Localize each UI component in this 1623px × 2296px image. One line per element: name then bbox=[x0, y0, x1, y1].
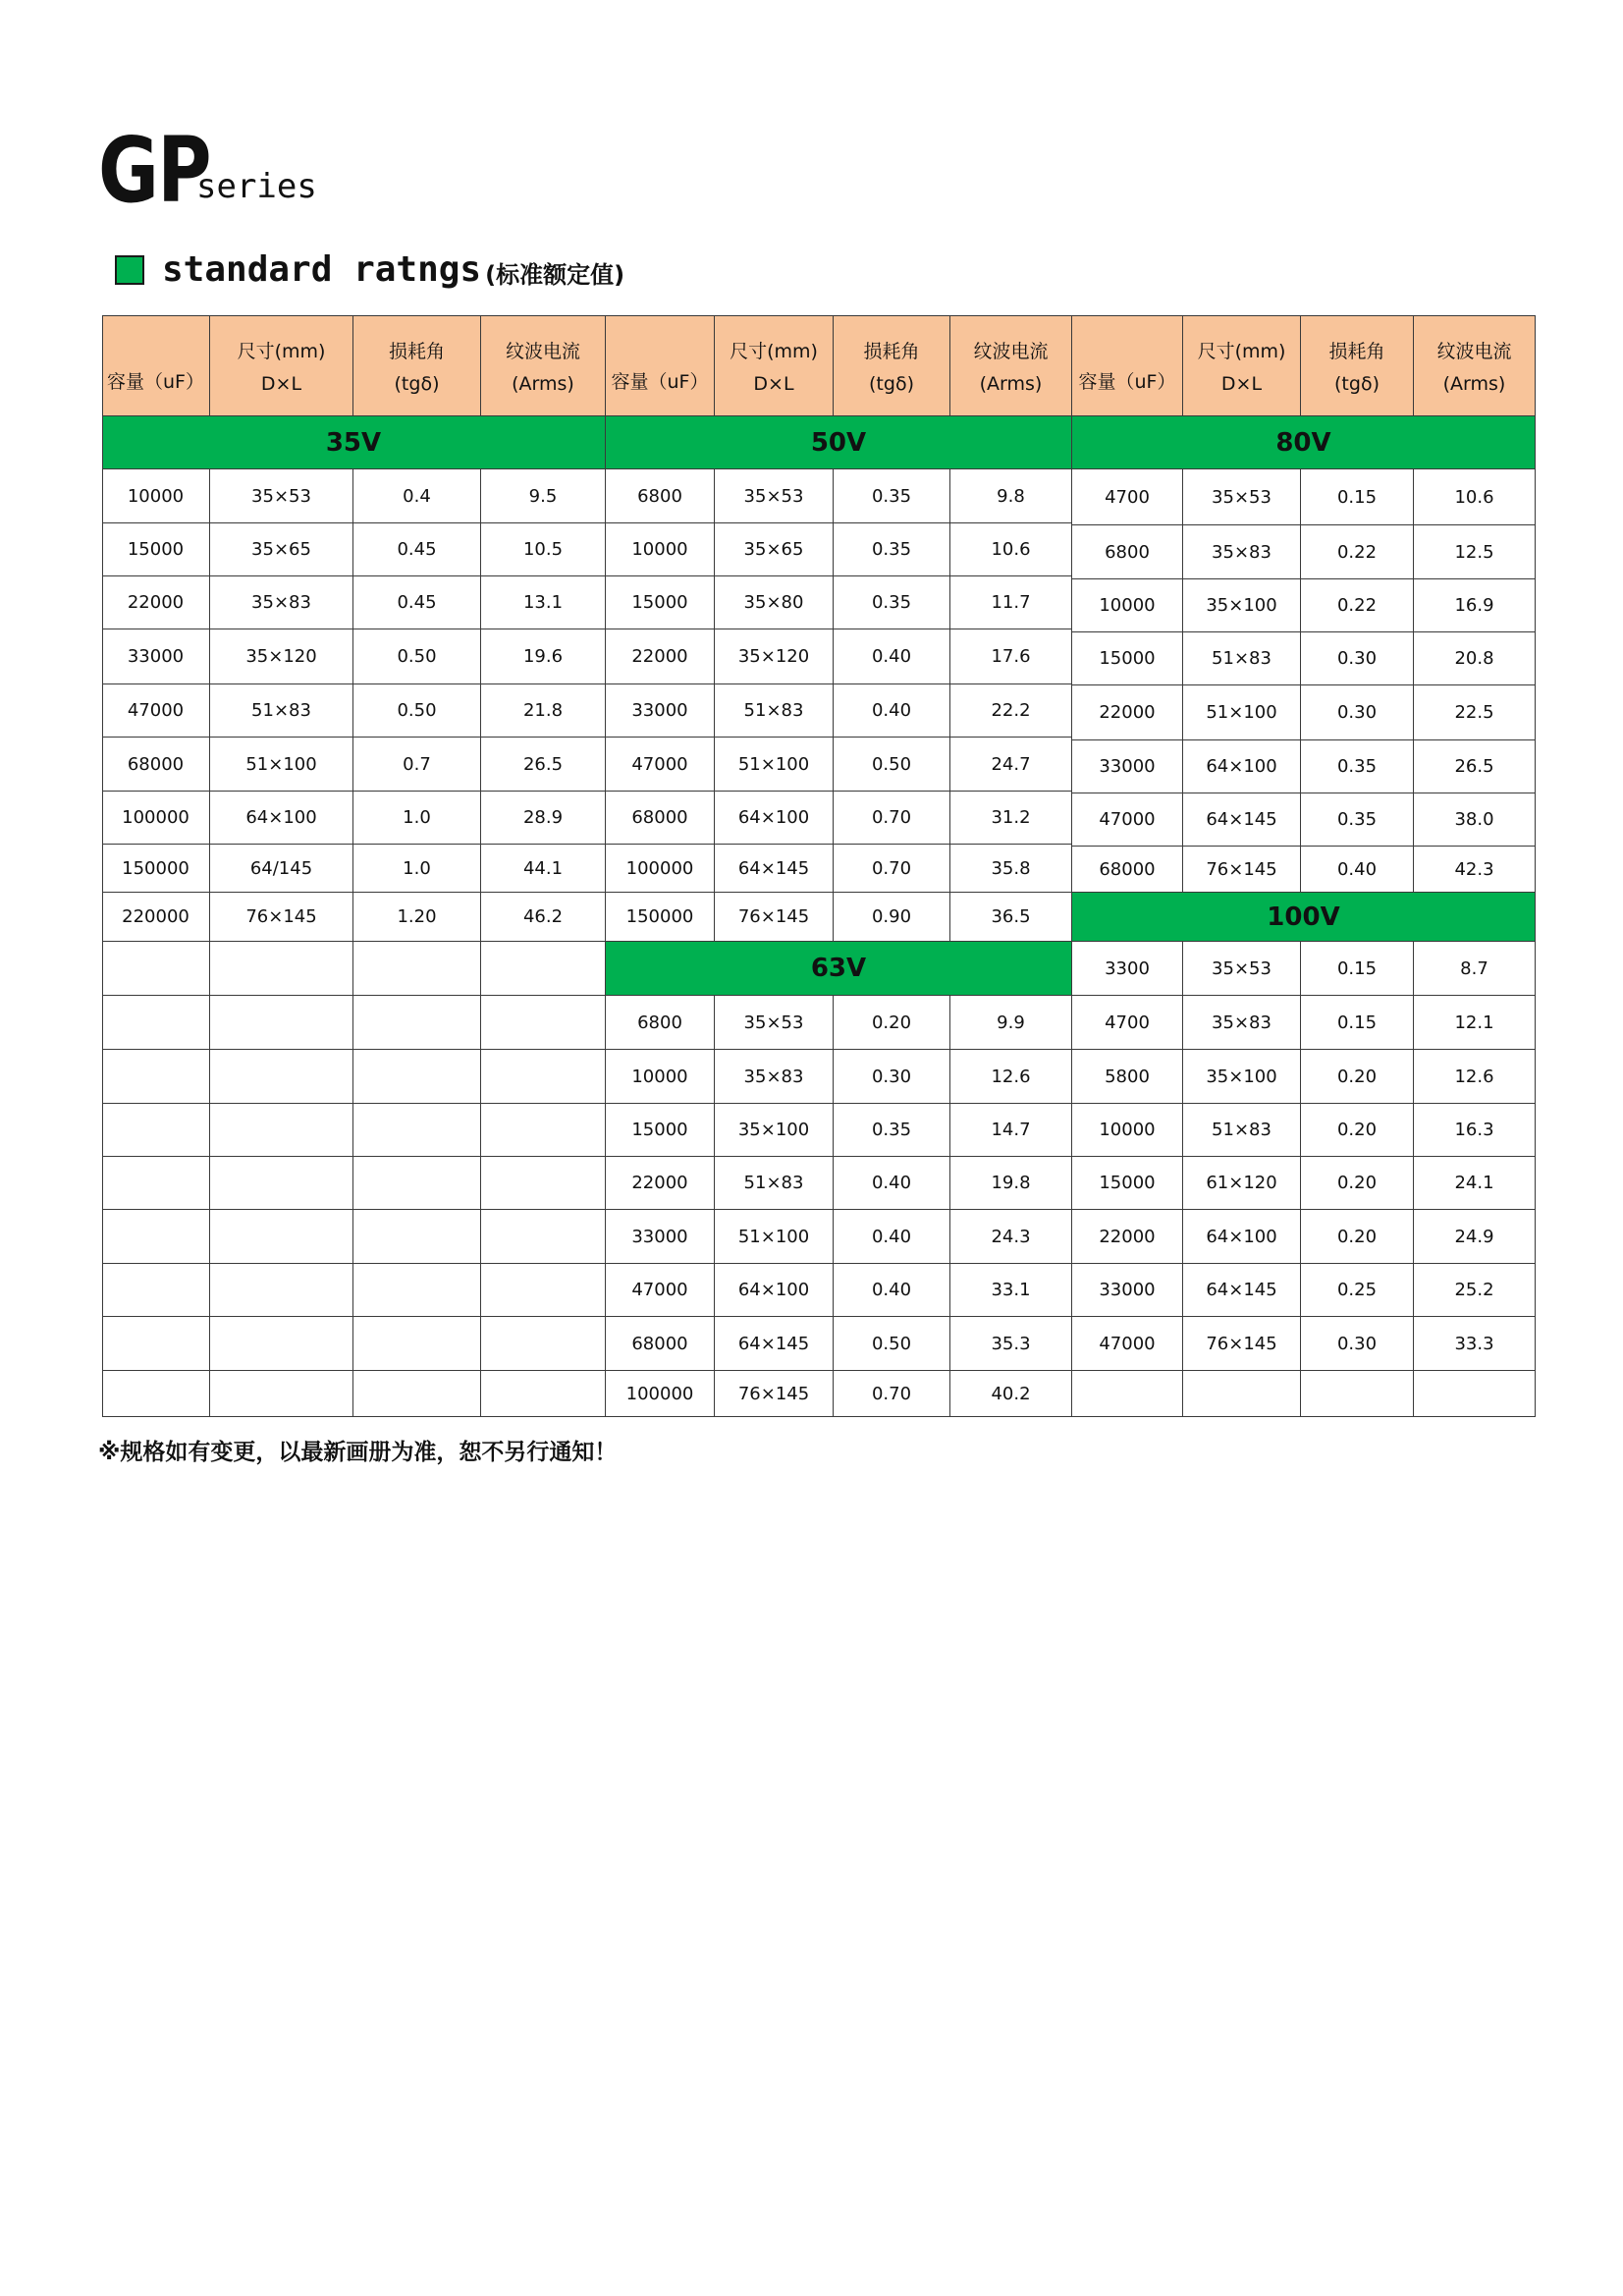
empty-cell bbox=[353, 996, 481, 1050]
empty-cell bbox=[1414, 1371, 1536, 1417]
table-cell: 10.6 bbox=[950, 523, 1072, 576]
table-cell: 64/145 bbox=[210, 845, 353, 893]
header-size-line1: 尺寸(mm) bbox=[1197, 340, 1286, 362]
series-name: GP bbox=[98, 118, 210, 223]
header-loss-line2: (tgδ) bbox=[394, 372, 440, 395]
table-cell: 0.35 bbox=[1301, 740, 1414, 793]
table-cell: 16.3 bbox=[1414, 1104, 1536, 1157]
table-cell: 47000 bbox=[606, 1264, 715, 1317]
table-cell: 6800 bbox=[606, 996, 715, 1050]
table-cell: 0.30 bbox=[1301, 1317, 1414, 1371]
table-cell: 9.5 bbox=[481, 469, 606, 523]
empty-cell bbox=[102, 996, 210, 1050]
empty-cell bbox=[210, 942, 353, 996]
table-cell: 64×100 bbox=[715, 792, 834, 845]
header-loss-line1: 损耗角 bbox=[1328, 340, 1385, 362]
table-cell: 64×100 bbox=[1183, 740, 1301, 793]
voltage-band-35V: 35V bbox=[102, 416, 606, 469]
empty-cell bbox=[1072, 1371, 1183, 1417]
empty-cell bbox=[102, 1317, 210, 1371]
table-cell: 40.2 bbox=[950, 1371, 1072, 1417]
empty-cell bbox=[481, 1157, 606, 1210]
table-cell: 13.1 bbox=[481, 576, 606, 629]
header-ripple-line2: (Arms) bbox=[1442, 372, 1506, 395]
table-cell: 12.6 bbox=[1414, 1050, 1536, 1104]
table-cell: 68000 bbox=[606, 1317, 715, 1371]
table-cell: 33000 bbox=[606, 684, 715, 738]
empty-cell bbox=[1183, 1371, 1301, 1417]
table-cell: 0.45 bbox=[353, 576, 481, 629]
series-suffix: series bbox=[196, 167, 317, 206]
table-cell: 4700 bbox=[1072, 469, 1183, 525]
table-cell: 0.90 bbox=[834, 893, 950, 942]
table-cell: 5800 bbox=[1072, 1050, 1183, 1104]
table-cell: 35×53 bbox=[1183, 942, 1301, 996]
voltage-band-80V: 80V bbox=[1072, 416, 1536, 469]
empty-cell bbox=[481, 1210, 606, 1264]
table-cell: 220000 bbox=[102, 893, 210, 942]
table-cell: 47000 bbox=[1072, 1317, 1183, 1371]
table-cell: 0.15 bbox=[1301, 996, 1414, 1050]
table-cell: 35×83 bbox=[715, 1050, 834, 1104]
table-cell: 0.40 bbox=[834, 1210, 950, 1264]
table-cell: 0.40 bbox=[834, 684, 950, 738]
table-cell: 35.3 bbox=[950, 1317, 1072, 1371]
table-cell: 0.22 bbox=[1301, 579, 1414, 632]
table-cell: 0.30 bbox=[834, 1050, 950, 1104]
table-cell: 14.7 bbox=[950, 1104, 1072, 1157]
table-cell: 0.50 bbox=[353, 629, 481, 684]
table-cell: 51×83 bbox=[210, 684, 353, 738]
table-cell: 51×83 bbox=[1183, 632, 1301, 685]
table-cell: 19.8 bbox=[950, 1157, 1072, 1210]
empty-cell bbox=[481, 1050, 606, 1104]
table-cell: 51×100 bbox=[1183, 685, 1301, 740]
table-cell: 10000 bbox=[102, 469, 210, 523]
table-cell: 26.5 bbox=[481, 738, 606, 792]
table-cell: 0.50 bbox=[353, 684, 481, 738]
table-cell: 25.2 bbox=[1414, 1264, 1536, 1317]
empty-cell bbox=[481, 1371, 606, 1417]
table-cell: 3300 bbox=[1072, 942, 1183, 996]
table-cell: 15000 bbox=[606, 1104, 715, 1157]
table-cell: 38.0 bbox=[1414, 793, 1536, 847]
table-cell: 15000 bbox=[1072, 1157, 1183, 1210]
table-cell: 35×120 bbox=[715, 629, 834, 684]
empty-cell bbox=[210, 1157, 353, 1210]
empty-cell bbox=[353, 1104, 481, 1157]
table-cell: 150000 bbox=[102, 845, 210, 893]
header-loss bbox=[353, 315, 481, 416]
header-ripple-line1: 纹波电流 bbox=[1436, 340, 1512, 362]
table-cell: 22.5 bbox=[1414, 685, 1536, 740]
table-cell: 0.20 bbox=[1301, 1210, 1414, 1264]
empty-cell bbox=[210, 1210, 353, 1264]
table-cell: 0.35 bbox=[834, 469, 950, 523]
table-cell: 64×145 bbox=[1183, 1264, 1301, 1317]
table-cell: 22000 bbox=[606, 629, 715, 684]
table-cell: 47000 bbox=[102, 684, 210, 738]
table-cell: 64×145 bbox=[715, 1317, 834, 1371]
table-cell: 31.2 bbox=[950, 792, 1072, 845]
empty-cell bbox=[353, 1317, 481, 1371]
empty-cell bbox=[102, 1104, 210, 1157]
table-cell: 150000 bbox=[606, 893, 715, 942]
table-cell: 47000 bbox=[606, 738, 715, 792]
table-cell: 24.1 bbox=[1414, 1157, 1536, 1210]
table-cell: 35×53 bbox=[715, 469, 834, 523]
table-cell: 33.1 bbox=[950, 1264, 1072, 1317]
header-capacity-line1: 容量（uF） bbox=[107, 370, 204, 393]
header-ripple bbox=[481, 315, 606, 416]
table-cell: 35×120 bbox=[210, 629, 353, 684]
table-cell: 22000 bbox=[1072, 685, 1183, 740]
table-cell: 0.40 bbox=[1301, 847, 1414, 893]
table-cell: 22000 bbox=[1072, 1210, 1183, 1264]
table-cell: 4700 bbox=[1072, 996, 1183, 1050]
empty-cell bbox=[353, 1210, 481, 1264]
table-cell: 42.3 bbox=[1414, 847, 1536, 893]
table-cell: 35×100 bbox=[1183, 1050, 1301, 1104]
table-cell: 0.15 bbox=[1301, 469, 1414, 525]
table-cell: 47000 bbox=[1072, 793, 1183, 847]
table-cell: 35×53 bbox=[715, 996, 834, 1050]
voltage-band-50V: 50V bbox=[606, 416, 1072, 469]
empty-cell bbox=[481, 996, 606, 1050]
table-cell: 0.20 bbox=[1301, 1104, 1414, 1157]
table-cell: 68000 bbox=[1072, 847, 1183, 893]
voltage-band-63V: 63V bbox=[606, 942, 1072, 996]
empty-cell bbox=[102, 1371, 210, 1417]
header-size-line1: 尺寸(mm) bbox=[237, 340, 326, 362]
table-cell: 22000 bbox=[606, 1157, 715, 1210]
empty-cell bbox=[353, 1264, 481, 1317]
table-cell: 33.3 bbox=[1414, 1317, 1536, 1371]
table-cell: 28.9 bbox=[481, 792, 606, 845]
table-cell: 35×100 bbox=[1183, 579, 1301, 632]
table-cell: 10.6 bbox=[1414, 469, 1536, 525]
header-size bbox=[210, 315, 353, 416]
empty-cell bbox=[102, 1050, 210, 1104]
header-capacity bbox=[606, 315, 715, 416]
table-cell: 0.30 bbox=[1301, 632, 1414, 685]
table-cell: 8.7 bbox=[1414, 942, 1536, 996]
empty-cell bbox=[353, 1371, 481, 1417]
table-cell: 0.30 bbox=[1301, 685, 1414, 740]
table-cell: 0.22 bbox=[1301, 525, 1414, 579]
empty-cell bbox=[102, 1210, 210, 1264]
empty-cell bbox=[210, 1317, 353, 1371]
table-cell: 51×83 bbox=[1183, 1104, 1301, 1157]
table-cell: 24.9 bbox=[1414, 1210, 1536, 1264]
empty-cell bbox=[481, 942, 606, 996]
table-cell: 10000 bbox=[606, 1050, 715, 1104]
empty-cell bbox=[210, 1371, 353, 1417]
table-cell: 26.5 bbox=[1414, 740, 1536, 793]
green-square-icon bbox=[115, 255, 144, 285]
table-cell: 10000 bbox=[606, 523, 715, 576]
table-cell: 0.70 bbox=[834, 1371, 950, 1417]
table-cell: 64×100 bbox=[715, 1264, 834, 1317]
table-cell: 24.3 bbox=[950, 1210, 1072, 1264]
table-cell: 11.7 bbox=[950, 576, 1072, 629]
header-loss bbox=[834, 315, 950, 416]
table-cell: 51×100 bbox=[715, 1210, 834, 1264]
ratings-table bbox=[102, 315, 1536, 1417]
section-heading-en: standard ratngs bbox=[162, 249, 482, 290]
table-cell: 64×145 bbox=[1183, 793, 1301, 847]
header-capacity-line1: 容量（uF） bbox=[611, 370, 709, 393]
header-size bbox=[715, 315, 834, 416]
header-ripple-line2: (Arms) bbox=[512, 372, 574, 395]
table-cell: 51×83 bbox=[715, 1157, 834, 1210]
table-cell: 9.9 bbox=[950, 996, 1072, 1050]
table-cell: 35×100 bbox=[715, 1104, 834, 1157]
table-cell: 16.9 bbox=[1414, 579, 1536, 632]
table-cell: 33000 bbox=[102, 629, 210, 684]
header-capacity bbox=[1072, 315, 1183, 416]
table-cell: 0.20 bbox=[1301, 1157, 1414, 1210]
table-cell: 6800 bbox=[606, 469, 715, 523]
table-cell: 76×145 bbox=[1183, 847, 1301, 893]
empty-cell bbox=[481, 1104, 606, 1157]
table-cell: 10000 bbox=[1072, 579, 1183, 632]
table-cell: 0.70 bbox=[834, 792, 950, 845]
table-cell: 35.8 bbox=[950, 845, 1072, 893]
table-cell: 46.2 bbox=[481, 893, 606, 942]
table-cell: 0.15 bbox=[1301, 942, 1414, 996]
header-ripple bbox=[1414, 315, 1536, 416]
table-cell: 0.40 bbox=[834, 1157, 950, 1210]
table-cell: 35×83 bbox=[1183, 525, 1301, 579]
table-cell: 22.2 bbox=[950, 684, 1072, 738]
header-ripple bbox=[950, 315, 1072, 416]
table-cell: 0.25 bbox=[1301, 1264, 1414, 1317]
header-size-line2: D×L bbox=[260, 372, 302, 395]
table-cell: 0.35 bbox=[834, 1104, 950, 1157]
table-cell: 51×100 bbox=[715, 738, 834, 792]
empty-cell bbox=[481, 1264, 606, 1317]
table-cell: 76×145 bbox=[1183, 1317, 1301, 1371]
header-loss-line1: 损耗角 bbox=[388, 340, 445, 362]
table-cell: 15000 bbox=[606, 576, 715, 629]
table-cell: 35×53 bbox=[210, 469, 353, 523]
empty-cell bbox=[210, 996, 353, 1050]
empty-cell bbox=[102, 1157, 210, 1210]
table-cell: 0.4 bbox=[353, 469, 481, 523]
table-cell: 76×145 bbox=[715, 1371, 834, 1417]
table-cell: 0.35 bbox=[834, 523, 950, 576]
table-cell: 100000 bbox=[102, 792, 210, 845]
table-cell: 0.35 bbox=[834, 576, 950, 629]
table-cell: 64×100 bbox=[1183, 1210, 1301, 1264]
table-cell: 35×83 bbox=[210, 576, 353, 629]
table-cell: 9.8 bbox=[950, 469, 1072, 523]
table-cell: 15000 bbox=[102, 523, 210, 576]
table-cell: 12.1 bbox=[1414, 996, 1536, 1050]
table-cell: 22000 bbox=[102, 576, 210, 629]
table-cell: 1.0 bbox=[353, 845, 481, 893]
table-cell: 76×145 bbox=[210, 893, 353, 942]
header-size bbox=[1183, 315, 1301, 416]
table-cell: 0.7 bbox=[353, 738, 481, 792]
table-cell: 33000 bbox=[1072, 1264, 1183, 1317]
table-cell: 19.6 bbox=[481, 629, 606, 684]
table-cell: 35×83 bbox=[1183, 996, 1301, 1050]
table-cell: 6800 bbox=[1072, 525, 1183, 579]
section-heading-cn: (标准额定值) bbox=[485, 261, 625, 289]
table-cell: 20.8 bbox=[1414, 632, 1536, 685]
table-cell: 0.35 bbox=[1301, 793, 1414, 847]
table-cell: 68000 bbox=[102, 738, 210, 792]
table-cell: 0.40 bbox=[834, 1264, 950, 1317]
table-cell: 0.20 bbox=[834, 996, 950, 1050]
table-cell: 100000 bbox=[606, 1371, 715, 1417]
empty-cell bbox=[102, 1264, 210, 1317]
table-cell: 51×83 bbox=[715, 684, 834, 738]
table-cell: 10000 bbox=[1072, 1104, 1183, 1157]
table-cell: 17.6 bbox=[950, 629, 1072, 684]
table-cell: 64×145 bbox=[715, 845, 834, 893]
table-cell: 35×53 bbox=[1183, 469, 1301, 525]
table-cell: 12.6 bbox=[950, 1050, 1072, 1104]
empty-cell bbox=[210, 1104, 353, 1157]
empty-cell bbox=[353, 942, 481, 996]
table-cell: 33000 bbox=[606, 1210, 715, 1264]
table-cell: 35×80 bbox=[715, 576, 834, 629]
table-cell: 35×65 bbox=[210, 523, 353, 576]
header-loss-line2: (tgδ) bbox=[1334, 372, 1380, 395]
table-cell: 24.7 bbox=[950, 738, 1072, 792]
table-cell: 51×100 bbox=[210, 738, 353, 792]
empty-cell bbox=[353, 1050, 481, 1104]
table-cell: 44.1 bbox=[481, 845, 606, 893]
table-cell: 0.45 bbox=[353, 523, 481, 576]
header-capacity bbox=[102, 315, 210, 416]
header-size-line1: 尺寸(mm) bbox=[730, 340, 818, 362]
table-cell: 0.50 bbox=[834, 738, 950, 792]
table-cell: 0.50 bbox=[834, 1317, 950, 1371]
table-cell: 15000 bbox=[1072, 632, 1183, 685]
empty-cell bbox=[210, 1264, 353, 1317]
table-cell: 64×100 bbox=[210, 792, 353, 845]
empty-cell bbox=[1301, 1371, 1414, 1417]
table-cell: 1.0 bbox=[353, 792, 481, 845]
table-cell: 100000 bbox=[606, 845, 715, 893]
section-heading bbox=[115, 249, 624, 290]
table-cell: 0.20 bbox=[1301, 1050, 1414, 1104]
footnote: ※规格如有变更，以最新画册为准，恕不另行通知！ bbox=[98, 1440, 618, 1465]
table-cell: 61×120 bbox=[1183, 1157, 1301, 1210]
table-cell: 1.20 bbox=[353, 893, 481, 942]
header-capacity-line1: 容量（uF） bbox=[1078, 370, 1176, 393]
empty-cell bbox=[353, 1157, 481, 1210]
table-cell: 12.5 bbox=[1414, 525, 1536, 579]
header-loss-line2: (tgδ) bbox=[869, 372, 914, 395]
header-size-line2: D×L bbox=[753, 372, 794, 395]
table-cell: 33000 bbox=[1072, 740, 1183, 793]
table-cell: 36.5 bbox=[950, 893, 1072, 942]
table-cell: 76×145 bbox=[715, 893, 834, 942]
header-loss-line1: 损耗角 bbox=[863, 340, 920, 362]
series-title bbox=[98, 118, 317, 223]
voltage-band-100V: 100V bbox=[1072, 893, 1536, 942]
empty-cell bbox=[481, 1317, 606, 1371]
header-ripple-line1: 纹波电流 bbox=[505, 340, 580, 362]
empty-cell bbox=[102, 942, 210, 996]
table-cell: 0.40 bbox=[834, 629, 950, 684]
table-cell: 10.5 bbox=[481, 523, 606, 576]
header-ripple-line2: (Arms) bbox=[979, 372, 1043, 395]
table-cell: 21.8 bbox=[481, 684, 606, 738]
table-cell: 35×65 bbox=[715, 523, 834, 576]
header-ripple-line1: 纹波电流 bbox=[973, 340, 1049, 362]
header-size-line2: D×L bbox=[1220, 372, 1263, 395]
table-cell: 0.70 bbox=[834, 845, 950, 893]
empty-cell bbox=[210, 1050, 353, 1104]
table-cell: 68000 bbox=[606, 792, 715, 845]
header-loss bbox=[1301, 315, 1414, 416]
